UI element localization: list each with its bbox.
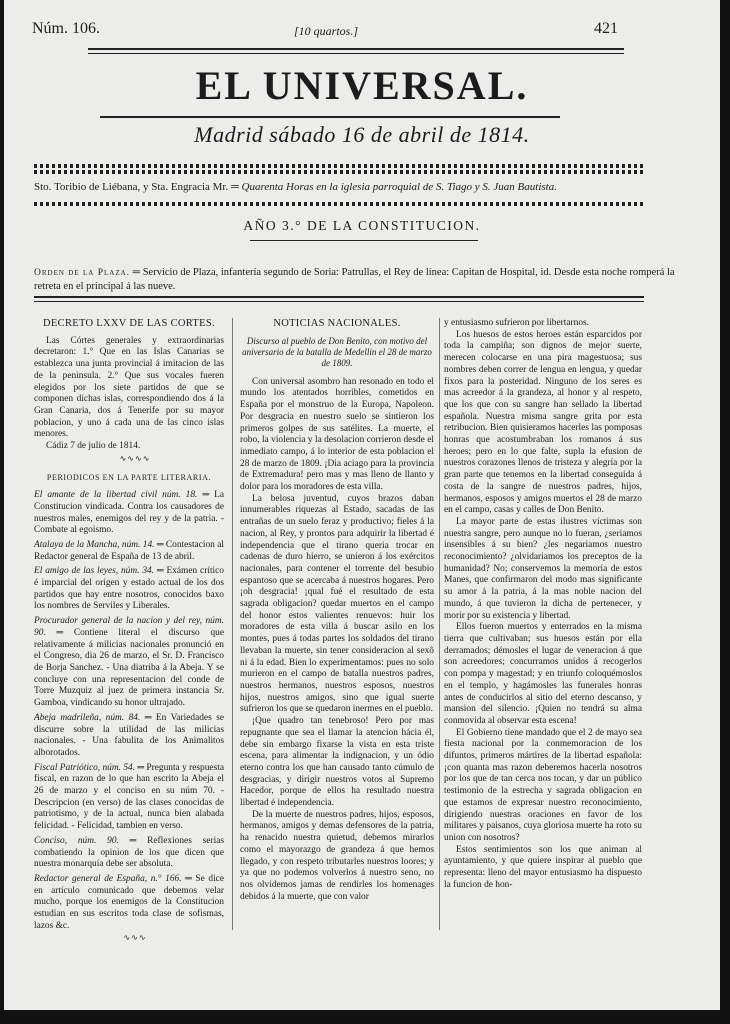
periodical-entry	[34, 874, 224, 933]
column-separator	[232, 318, 233, 930]
paragraph: y entusiasmo sufrieron por libertarnos.	[444, 318, 590, 328]
periodical-title: Procurador general de la nacion y del rey, núm. 90.	[34, 616, 224, 638]
decree-date: Cádiz 7 de julio de 1814.	[46, 441, 141, 452]
dateline: Madrid sábado 16 de abril de 1814.	[194, 122, 530, 147]
column-1	[34, 318, 225, 943]
top-rule-thin	[88, 53, 624, 54]
paragraph: Estos sentimientos son los que animan al ayuntamiento, y que quiere inspirar al pueblo que representa: lleno del mayor entusiasmo ha dispuesto la funcion de hon-	[444, 844, 642, 890]
periodical-title: Abeja madrileña, núm. 84.	[34, 712, 141, 723]
periodical-summary: ═ Exámen crítico é imparcial del orígen y estado actual de los dos partidos que hay entre nosotros, conocidos baxo los nombres de Serviles y Liberales.	[34, 566, 224, 612]
periodical-entry	[34, 540, 224, 563]
periodical-title: El amante de la libertad civil núm. 18.	[34, 490, 198, 501]
periodical-summary: ═ Pregunta y respuesta fiscal, en razon de lo que han escrito la Abeja el 26 de marzo y el conciso en su núm 70. - Descripcion (en verso) de las clases conocidas de patriotismo, y de la actual, nunca bien alabada felicidad. - Felicidad, tambien en verso.	[34, 762, 224, 832]
periodical-entry	[34, 763, 224, 833]
periodical-title: El amigo de las leyes, núm. 34.	[34, 566, 155, 577]
ornament-squiggle: ∿∿∿	[123, 933, 147, 943]
constitution-year: AÑO 3.° DE LA CONSTITUCION.	[243, 218, 481, 233]
ornament-squiggle: ∿∿∿∿	[119, 453, 151, 463]
paragraph: Los huesos de estos heroes están esparcidos por toda la campiña; son dignos de mejor suerte, merecen colocarse en una pira magestuosa; sus nombres deben correr de lengua en lengua, y quedar fixos para la posteridad. Ninguno de los seres es mas acreedor á la grandeza, al honor y al respeto, que los que con su sangre han sellado la libertad española. Nuestra misma sangre grita por esta retribucion. Bien quisieramos hacerles las pomposas honras que acostumbraban los romanos á sus heroes; pero en lo que falte, supla la efusion de nuestros corazones llenos de tristeza y alegría por la gran parte que tenemos en la libertad conseguida á costa de la sangre de nuestros padres, hijos, hermanos, esposos y amigos muertos el 28 de marzo en el campo, casas y calles de Don Benito.	[444, 329, 642, 516]
periodical-summary: ═ En Variedades se discurre sobre la utilidad de las milicias nacionales. - Una fabulita de los Animalitos alborotados.	[34, 712, 225, 758]
periodical-summary: ═ Se dice en artículo comunicado que debemos velar mucho, porque los enemigos de la Constitucion estudian en sus escritos toda clase de sofismas, lazos &c.	[34, 873, 224, 931]
paragraph: Con universal asombro han resonado en todo el mundo los atentados horribles, cometidos en España por el monstruo de la Europa, Napoleon. Por desgracia en nuestro suelo se sintieron los primeros golpes de sus satélites. La muerte, el robo, la violencia y la desolacion corrieron desde el inmediato campo, á lo interior de esta poblacion el 28 de marzo de 1809. ¡Dia aciago para la provincia de Extremadura! pero mas y mas lleno de llanto y dolor para los moradores de esta villa.	[240, 376, 434, 493]
masthead-rule	[100, 116, 560, 118]
saints-line	[34, 181, 680, 193]
periodical-entry	[34, 566, 224, 613]
issue-number: Núm. 106.	[32, 20, 100, 37]
news-heading: NOTICIAS NACIONALES.	[273, 318, 401, 329]
ornament-rule	[34, 202, 644, 206]
periodical-entry	[34, 836, 224, 871]
periodical-title: Conciso, núm. 90.	[34, 835, 119, 846]
masthead-title: EL UNIVERSAL.	[195, 63, 529, 108]
periodical-entry	[34, 713, 224, 760]
paragraph: Ellos fueron muertos y enterrados en la misma tierra que cultivaban; sus huesos están por ella derramados; démosles el lugar de veneracion á que son acreedores; concurramos unidos á recogerlos con pompa y magestad; y en triunfo coloquémoslos en el templo, y hagámosles las funerales honras antes de conducirlos al sitio del eterno descanso, y mansion del silencio. ¡Quien no tendrá su alma conmovida al observar esta escena!	[444, 622, 642, 726]
decree-heading: DECRETO LXXV DE LAS CORTES.	[43, 318, 215, 329]
periodical-entry	[34, 490, 224, 537]
newspaper-page	[4, 0, 720, 1010]
paragraph: La belosa juventud, cuyos brazos daban innumerables riquezas al Estado, sacadas de las entrañas de un suelo feraz y productivo; fieles á la nacion, al Rey, y prontos para adquirir la libertad é independencia que el tirano queria trocar en cadenas de duro hierro, se unieron á los exércitos nacionales, para contener el torrente del besubio espantoso que se acercaba á nuestros hogares. Pero ¡oh desgracia! ¡qual fué el resultado de esta sagrada obligacion? quedar muertos en el campo del honor estos valientes renuevos: huir los moradores de esta villa á buscar asilo en los montes, pues á todas partes los soldados del tirano llevaban la muerte, sin tener consideracion al sexô ni á la edad. Bien lo experimentamos: pues no solo murieron en el campo de batalla nuestros padres, nuestros hermanos, nuestros esposos, nuestros hijos, nuestros amigos, sino que igual suerte sufrieron los que se quedaron inermes en el pueblo.	[240, 493, 434, 715]
periodical-summary: ═ Contiene literal el discurso que relativamente á milicias nacionales pronunció en el Congreso, dia 26 de marzo, el Sr. D. Francisco de Borja Sanchez. - Una diatriba á la Abeja. Y se concluye con una representacion del conde de Torre Muzquiz al juez de primera instancia Sr. Gamboa, vindicando su honor ultrajado.	[34, 627, 224, 709]
periodical-title: Redactor general de España, n.° 166.	[34, 873, 182, 884]
paragraph: De la muerte de nuestros padres, hijos, esposos, hermanos, amigos y demas defensores de la patria, ha renacido nuestra quietud, debemos mirarlos como el mayorazgo de grandeza á que hemos llegado, y con respeto tributarles nuestros loores; y ya que no podemos volverlos á nuestro seno, no nos olvidemos jamas de rendirles los homenages debidos á la muerte, que con valor	[240, 809, 434, 902]
periodical-entry	[34, 616, 224, 710]
periodical-title: Fiscal Patriótico, núm. 54.	[34, 762, 136, 773]
decree-text: Las Córtes generales y extraordinarias decretaron: 1.° Que en las Islas Canarias se establezca una junta provincial á imitacion de las de la peninsula. 2.° Que sus vocales fueren elegidos por los siete partidos de que se componen dichas islas, correspondiendo dos á la Gran Canaria, dos á Tenerife por su mayor poblacion, y uno á cada una de las cinco islas menores.	[34, 335, 224, 440]
section-rule-thin	[34, 301, 644, 302]
discourse-subtitle: Discurso al pueblo de Don Benito, con motivo del aniversario de la batalla de Medellin el 28 de marzo de 1809.	[242, 335, 432, 368]
section-rule	[34, 296, 644, 298]
periodicals-heading: PERIODICOS EN LA PARTE LITERARIA.	[46, 473, 212, 483]
periodical-title: Atalaya de la Mancha, núm. 14.	[34, 539, 155, 550]
periodicals-list	[34, 490, 224, 932]
year-rule	[250, 240, 478, 241]
top-rule	[88, 48, 624, 50]
ornament-rule	[34, 170, 644, 174]
periodical-summary: ═ La Constitucion vindicada. Contra los causadores de nuestros males, enemigos del rey y de la patria. - Combate al egoismo.	[34, 490, 225, 536]
saints-of-day: Sto. Toribio de Liébana, y Sta. Engracia Mr. ═	[34, 181, 239, 193]
periodical-summary: ═ Reflexiones serias combatiendo la opinion de los que dicen que nuestra monarquía debe ser absoluta.	[34, 835, 224, 870]
forty-hours: Quarenta Horas en la iglesia parroquial de S. Tiago y S. Juan Bautista.	[241, 181, 557, 193]
column-separator	[439, 318, 440, 930]
paragraph: ¡Que quadro tan tenebroso! Pero por mas repugnante que sea el llamar la atencion hácia él, debe sin embargo fixarse la vista en esta triste escena, para alimentar la indignacion, y un ódio eterno contra los que han causado tanto cúmulo de desgracias, y dirigir nuestros votos al Supremo Hacedor, porque de ellos ha resultado nuestra libertad é independencia.	[240, 716, 434, 809]
column-2	[240, 318, 434, 918]
orden-text: ═ Servicio de Plaza, infantería segundo de Soria: Patrullas, el Rey de línea: Capitan de Hospital, id. Desde esta noche romperá la retreta en el principal á las nueve.	[34, 267, 675, 292]
page-number: 421	[594, 20, 618, 37]
paragraph: La mayor parte de estas ilustres víctimas son nuestra sangre, pero aunque no lo fueran, ¿seriamos insensibles á su bien? ¿les negariamos nuestro reconocimiento? ¿olvidariamos los preceptos de la humanidad? No; conservemos la memoria de estos Manes, que confirmaron del modo mas significante su amor á la patria, á la mas noble nacion del mundo, á que tuvieron la dicha de pertenecer, y morir por su existencia y libertad.	[444, 516, 642, 621]
price: [10 quartos.]	[294, 24, 359, 38]
ornament-rule	[34, 164, 644, 168]
periodical-summary: ═ Contestacion al Redactor general de España de 13 de abril.	[34, 539, 225, 562]
paragraph: El Gobierno tiene mandado que el 2 de mayo sea fiesta nacional por la conmemoracion de los difuntos, primeros mártires de la libertad española: ¡con quanta mas razon deberemos hacerla nosotros por los que de tan cerca nos tocan, y dar un público testimonio de la estrecha y sagrada obligacion en que estamos de expresar nuestro reconocimiento, dirigiendo nuestras oraciones en favor de los militares y paisanos, cuya gloriosa muerte ha roto su union con nosotros?	[444, 727, 642, 843]
column-3	[444, 318, 642, 918]
orden-label: Orden de la Plaza.	[34, 268, 131, 278]
orden-de-la-plaza	[34, 266, 680, 293]
